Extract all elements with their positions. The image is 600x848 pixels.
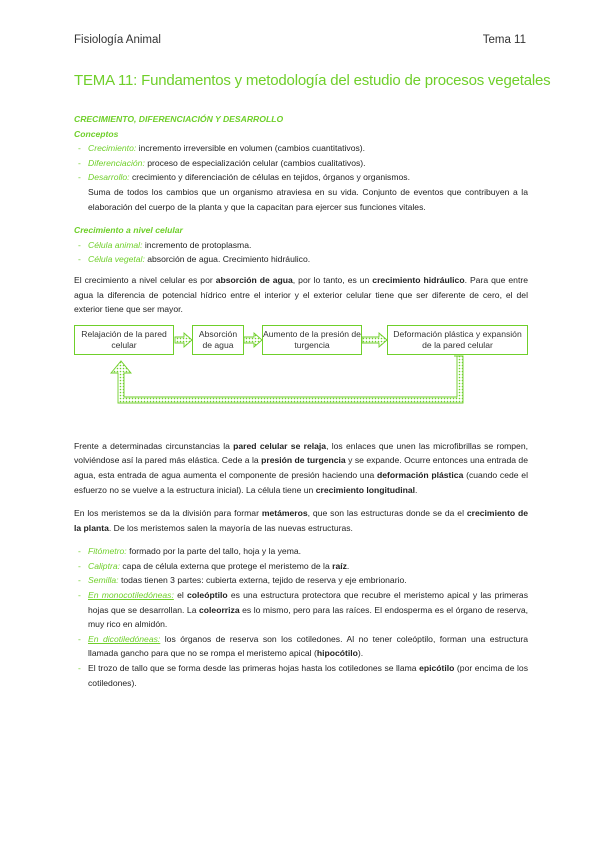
list-item-monocot: - En monocotiledóneas: el coleóptilo es una estructura protectora que recubre el meristemo apical y las primeras hojas que se desarrollan. La coleorriza es lo mismo, pero para las raíces. El endosperma es el órgano de reserva, muy rico en almidón. [78, 590, 528, 630]
step-box-water-absorption: Absorción de agua [192, 325, 244, 355]
list-item: - Crecimiento: incremento irreversible en volumen (cambios cuantitativos). [78, 143, 366, 154]
hydraulic-growth-paragraph: El crecimiento a nivel celular es por absorción de agua, por lo tanto, es un crecimiento hidráulico. Para que entre agua la diferencia de potencial hídrico entre el interior y el exterior celular tiene que ser diferente de cero, el del exterior tiene que ser mayor. [74, 274, 528, 315]
step-box-plastic-deformation: Deformación plástica y expansión de la pared celular [387, 325, 528, 355]
list-item-caliptra: - Caliptra: capa de célula externa que protege el meristemo de la raíz. [78, 560, 350, 571]
step-box-turgor-pressure: Aumento de la presión de turgencia [262, 325, 362, 355]
section-heading: CRECIMIENTO, DIFERENCIACIÓN Y DESARROLLO [74, 114, 284, 124]
list-item: - Diferenciación: proceso de especialización celular (cambios cualitativos). [78, 157, 366, 168]
cell-growth-list [74, 238, 528, 267]
header-subject: Fisiología Animal [74, 34, 161, 46]
list-item: - Célula animal: incremento de protoplasma. [78, 239, 252, 250]
subsection-heading-cellular: Crecimiento a nivel celular [74, 225, 183, 236]
page-title: TEMA 11: Fundamentos y metodología del estudio de procesos vegetales [74, 72, 551, 89]
list-item-epicotilo: - El trozo de tallo que se forma desde las primeras hojas hasta los cotiledones se llama epicótilo (por encima de los cotiledones). [78, 663, 528, 688]
growth-cycle-diagram [74, 325, 528, 425]
return-arrow [111, 356, 463, 403]
concepts-list [74, 141, 528, 185]
step-box-relaxation: Relajación de la pared celular [74, 325, 174, 355]
wall-relaxation-paragraph: Frente a determinadas circunstancias la pared celular se relaja, los enlaces que unen las microfibrillas se rompen, volviéndose así la pared más elástica. Cede a la presión de turgencia y se expande. Ocurre entonces una entrada de agua, esta entrada de agua aumenta el componente de presión haciendo una deformación plástica (cuando cede el esfuerzo no se vuelve a la estructura inicial). La célula tiene un crecimiento longitudinal. [74, 440, 529, 495]
structures-list [74, 544, 528, 690]
arrow-3 [362, 333, 387, 347]
document-body [74, 112, 528, 690]
list-item: - Célula vegetal: absorción de agua. Crecimiento hidráulico. [78, 254, 311, 265]
header-topic: Tema 11 [482, 34, 526, 46]
development-paragraph: Suma de todos los cambios que un organismo atraviesa en su vida. Conjunto de eventos que contribuyen a la elaboración del cuerpo de la planta y que la capacitan para ejercer sus funciones vitales. [88, 186, 528, 212]
list-item-fitomero: - Fitómetro: formado por la parte del tallo, hoja y la yema. [78, 546, 302, 557]
subsection-heading-concepts: Conceptos [74, 128, 119, 139]
arrow-1 [175, 333, 192, 347]
list-item: - Desarrollo: crecimiento y diferenciación de células en tejidos, órganos y organismos. [78, 172, 410, 183]
list-item-dicot: - En dicotiledóneas: los órganos de reserva son los cotiledones. Al no tener coleóptilo, forman una estructura llamada gancho para que no se rompa el meristemo apical (hipocótilo). [78, 633, 528, 659]
list-item-semilla: - Semilla: todas tienen 3 partes: cubierta externa, tejido de reserva y eje embrionario. [78, 575, 407, 586]
arrow-2 [244, 333, 262, 347]
meristem-paragraph: En los meristemos se da la división para formar metámeros, que son las estructuras donde se da el crecimiento de la planta. De los meristemos salen la mayoría de las nuevas estructuras. [74, 508, 529, 533]
